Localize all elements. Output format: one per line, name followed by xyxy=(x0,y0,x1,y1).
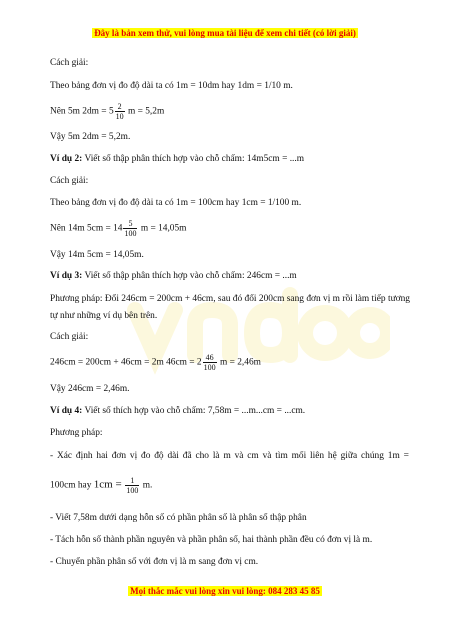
example-heading: Ví dụ 2: Viết số thập phân thích hợp vào chỗ chấm: 14m5cm = ...m xyxy=(50,154,305,164)
fraction: $\frac{1}{100}$ xyxy=(126,476,139,495)
math-line: Nên 14m 5cm = 14 $\frac{5}{100}$ m = 14,05m xyxy=(50,219,187,238)
text-line: Cách giải: xyxy=(50,176,89,186)
text-line: - Xác định hai đơn vị đo độ dài đã cho là m và cm và tìm mối liên hệ giữa chúng 1m = xyxy=(50,451,409,461)
text-line: Theo bảng đơn vị đo độ dài ta có 1m = 100cm hay 1cm = 1/100 m. xyxy=(50,198,302,208)
preview-banner-text: Đây là bản xem thử, vui lòng mua tài liệu để xem chi tiết (có lời giải) xyxy=(94,28,356,38)
text-line: Vậy 246cm = 2,46m. xyxy=(50,384,130,394)
fraction: $\frac{2}{10}$ xyxy=(115,102,124,121)
text-line: Cách giải: xyxy=(50,332,89,342)
text-line: Vậy 5m 2dm = 5,2m. xyxy=(50,132,131,142)
fraction: $\frac{5}{100}$ xyxy=(124,219,137,238)
math-line: Nên 5m 2dm = 5 $\frac{2}{10}$ m = 5,2m xyxy=(50,102,165,121)
fraction: $\frac{46}{100}$ xyxy=(203,353,216,372)
text-line: Phương pháp: xyxy=(50,428,103,438)
contact-banner xyxy=(0,586,450,596)
text-line: Cách giải: xyxy=(50,58,89,68)
text-line: Theo bảng đơn vị đo độ dài ta có 1m = 10dm hay 1dm = 1/10 m. xyxy=(50,81,293,91)
text-line: - Viết 7,58m dưới dạng hỗn số có phần phân số là phân số thập phân xyxy=(50,513,307,523)
example-heading: Ví dụ 4: Viết số thích hợp vào chỗ chấm: 7,58m = ...m...cm = ...cm. xyxy=(50,406,306,416)
text-line: Vậy 14m 5cm = 14,05m. xyxy=(50,250,144,260)
method-paragraph: Phương pháp: Đổi 246cm = 200cm + 46cm, sau đó đổi 200cm sang đơn vị m rồi làm tiếp tương tự như những ví dụ bên trên. xyxy=(50,294,410,321)
math-line: 100cm hay 1cm = $\frac{1}{100}$ m. xyxy=(50,476,153,495)
text-line: - Chuyển phần phân số với đơn vị là m sang đơn vị cm. xyxy=(50,557,259,567)
text-line: - Tách hỗn số thành phần nguyên và phần phân số, hai thành phần đều có đơn vị là m. xyxy=(50,535,373,545)
preview-banner xyxy=(0,28,450,38)
example-heading: Ví dụ 3: Viết số thập phân thích hợp vào chỗ chấm: 246cm = ...m xyxy=(50,271,297,281)
math-line: 246cm = 200cm + 46cm = 2m 46cm = 2 $\frac{46}{100}$ m = 2,46m xyxy=(50,353,261,372)
contact-banner-text: Mọi thắc mắc vui lòng xin vui lòng: 084 283 45 85 xyxy=(130,586,320,596)
